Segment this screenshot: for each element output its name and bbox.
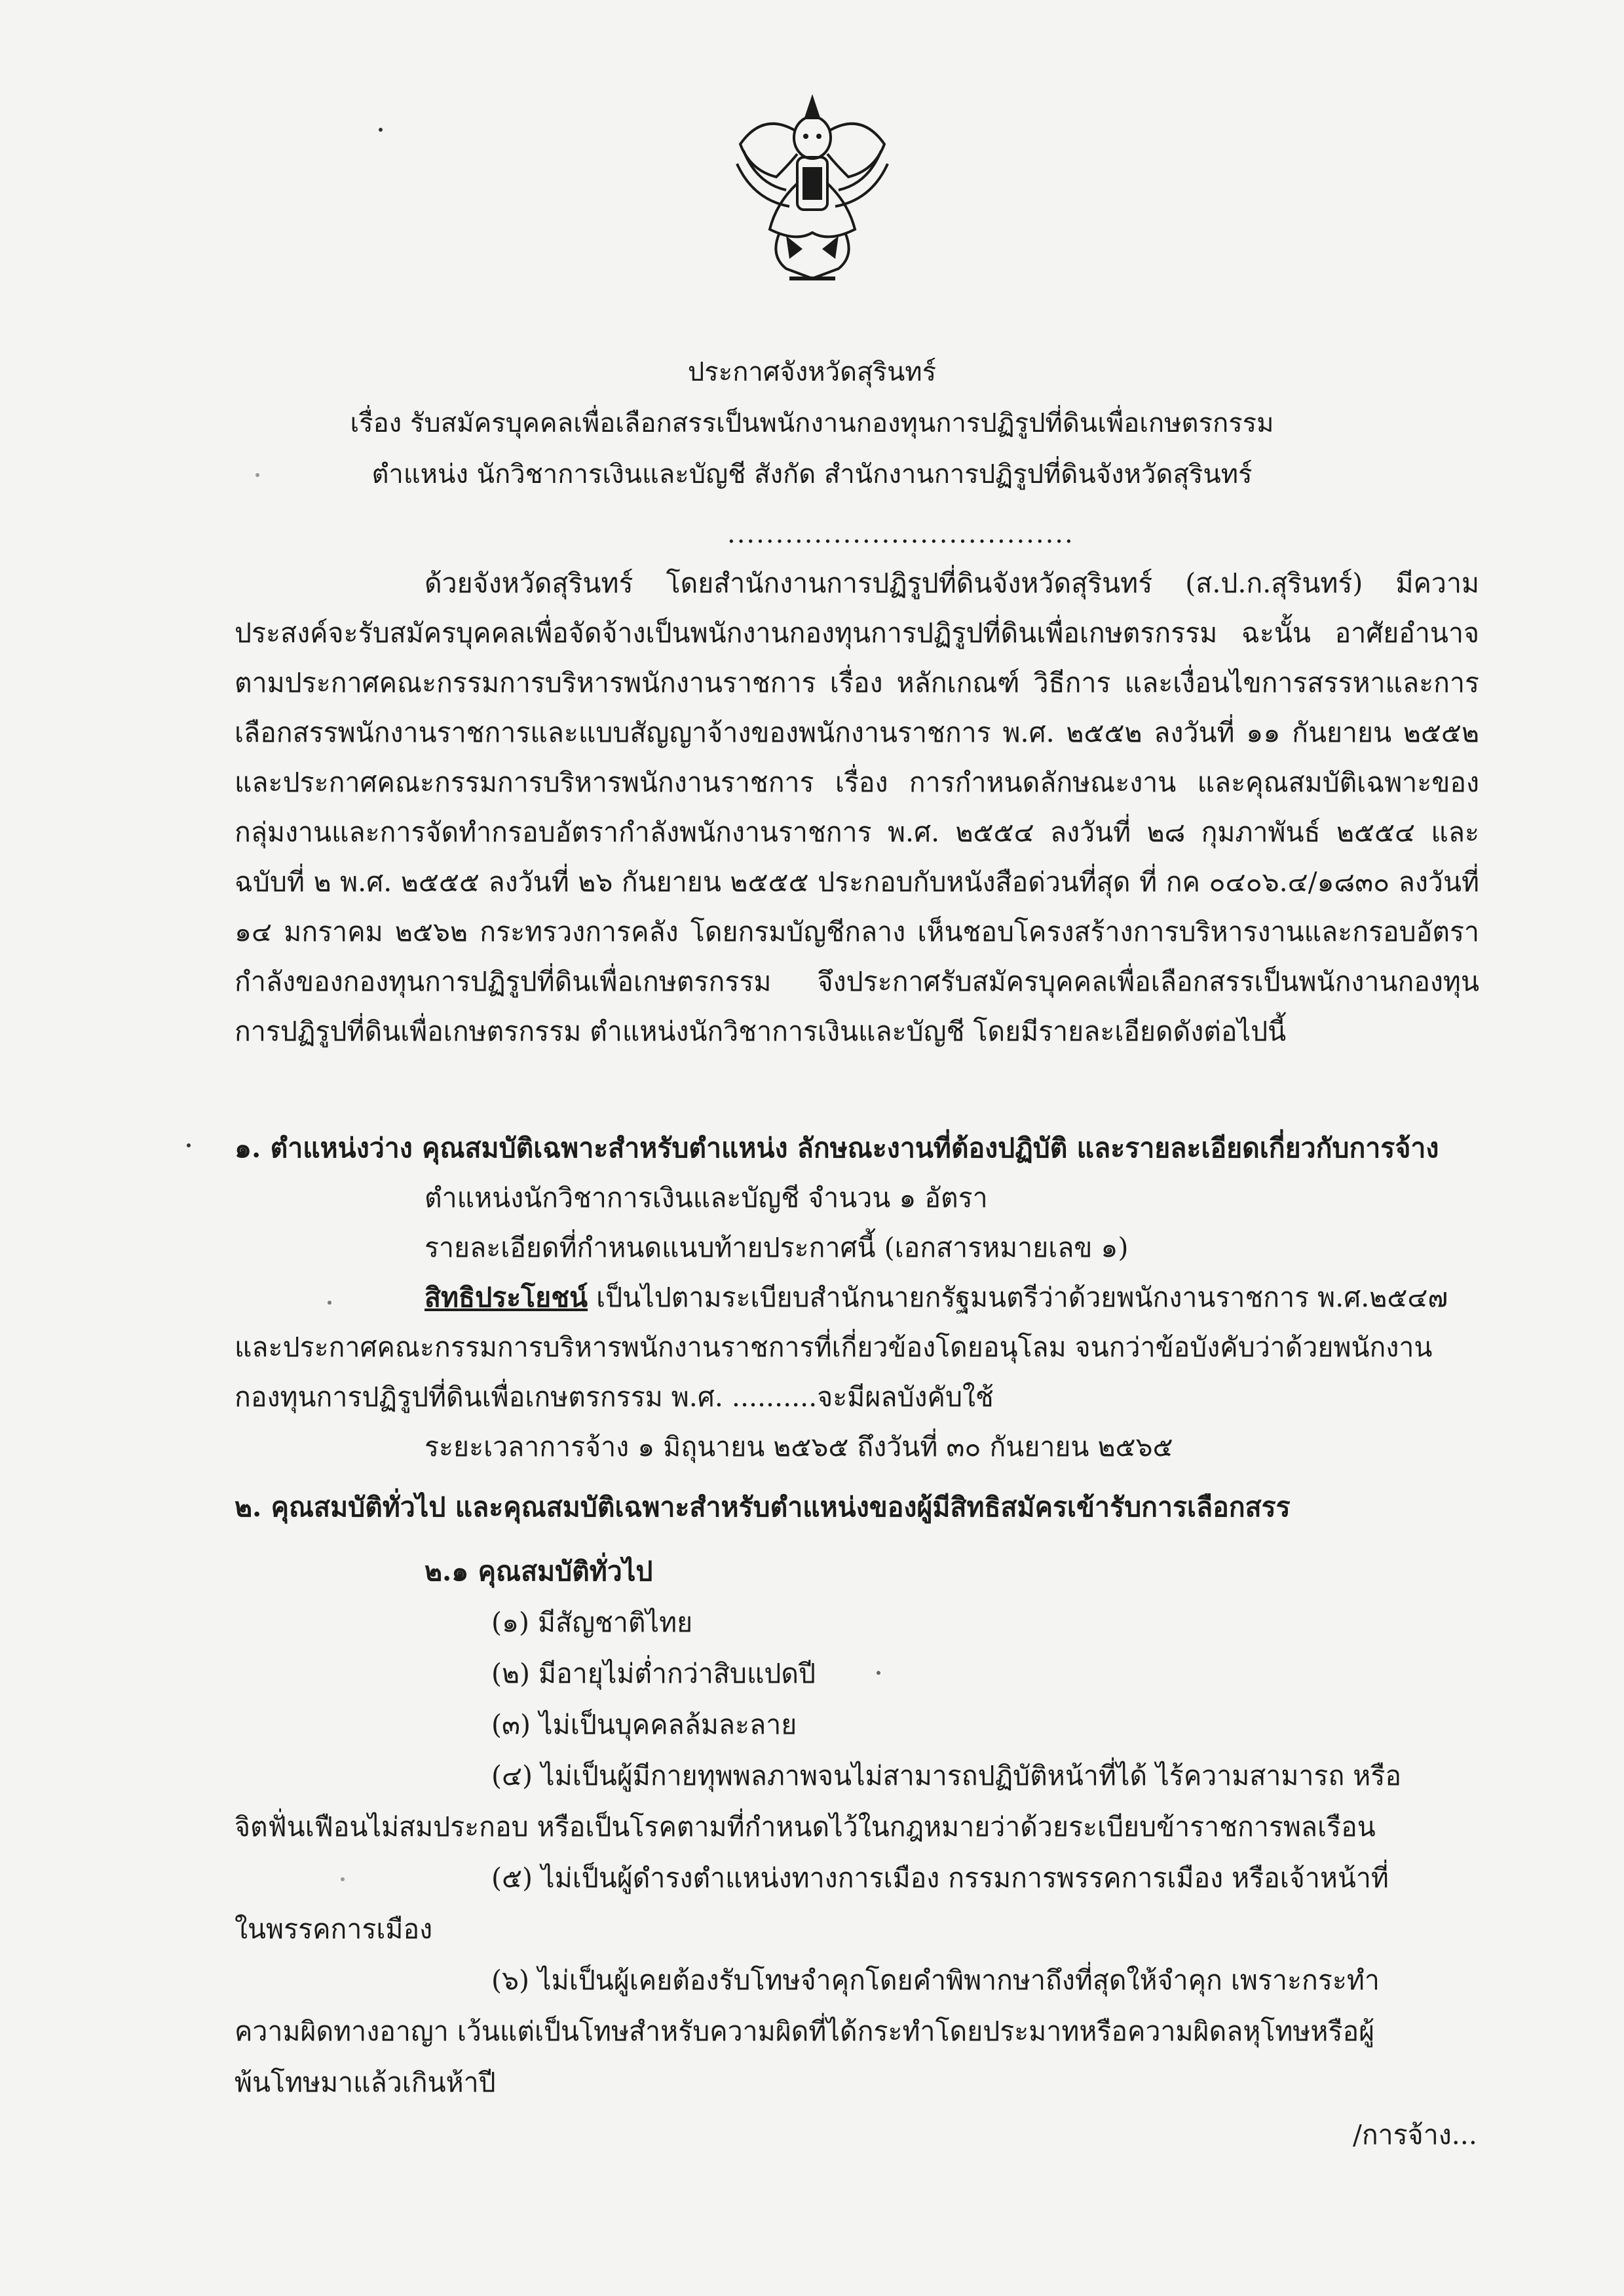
section2-heading: ๒. คุณสมบัติทั่วไป และคุณสมบัติเฉพาะสำหรับตำแหน่งของผู้มีสิทธิสมัครเข้ารับการเลือกสรร (235, 1491, 1291, 1523)
scan-speck (379, 128, 383, 132)
benefits-line (425, 1278, 1448, 1317)
intro-paragraph-text: ด้วยจังหวัดสุรินทร์ โดยสำนักงานการปฏิรูปที่ดินจังหวัดสุรินทร์ (ส.ป.ก.สุรินทร์) มีความประสงค์จะรับสมัครบุคคลเพื่อจัดจ้างเป็นพนักงานกองทุนการปฏิรูปที่ดินเพื่อเกษตรกรรม ฉะนั้น อาศัยอำนาจตามประกาศคณะกรรมการบริหารพนักงานราชการ เรื่อง หลักเกณฑ์ วิธีการ และเงื่อนไขการสรรหาและการเลือกสรรพนักงานราชการและแบบสัญญาจ้างของพนักงานราชการ พ.ศ. ๒๕๕๒ ลงวันที่ ๑๑ กันยายน ๒๕๕๒ และประกาศคณะกรรมการบริหารพนักงานราชการ เรื่อง การกำหนดลักษณะงาน และคุณสมบัติเฉพาะของกลุ่มงานและการจัดทำกรอบอัตรากำลังพนักงานราชการ พ.ศ. ๒๕๕๔ ลงวันที่ ๒๘ กุมภาพันธ์ ๒๕๕๔ และฉบับที่ ๒ พ.ศ. ๒๕๕๕ ลงวันที่ ๒๖ กันยายน ๒๕๕๕ ประกอบกับหนังสือด่วนที่สุด ที่ กค ๐๔๐๖.๔/๑๘๓๐ ลงวันที่ ๑๔ มกราคม ๒๕๖๒ กระทรวงการคลัง โดยกรมบัญชีกลาง เห็นชอบโครงสร้างการบริหารงานและกรอบอัตรากำลังของกองทุนการปฏิรูปที่ดินเพื่อเกษตรกรรม จึงประกาศรับสมัครบุคคลเพื่อเลือกสรรเป็นพนักงานกองทุนการปฏิรูปที่ดินเพื่อเกษตรกรรม ตำแหน่งนักวิชาการเงินและบัญชี โดยมีรายละเอียดดังต่อไปนี้ (235, 567, 1480, 1047)
qualification-item-6-cont2: พ้นโทษมาแล้วเกินห้าปี (235, 2067, 496, 2098)
page-title: ประกาศจังหวัดสุรินทร์ (687, 357, 937, 387)
position-line: ตำแหน่ง นักวิชาการเงินและบัญชี สังกัด สำนักงานการปฏิรูปที่ดินจังหวัดสุรินทร์ (371, 459, 1253, 489)
employment-period: ระยะเวลาการจ้าง ๑ มิถุนายน ๒๕๖๕ ถึงวันที่ ๓๐ กันยายน ๒๕๖๕ (425, 1431, 1173, 1463)
scan-speck (877, 1671, 880, 1675)
qualification-item-3: (๓) ไม่เป็นบุคคลล้มละลาย (491, 1709, 797, 1740)
qualification-item-5-cont: ในพรรคการเมือง (235, 1913, 433, 1945)
details-reference: รายละเอียดที่กำหนดแนบท้ายประกาศนี้ (เอกสารหมายเลข ๑) (425, 1232, 1129, 1263)
intro-paragraph (235, 558, 1479, 1056)
qualification-item-1: (๑) มีสัญชาติไทย (491, 1607, 693, 1638)
benefits-text: เป็นไปตามระเบียบสำนักนายกรัฐมนตรีว่าด้วยพนักงานราชการ พ.ศ.๒๕๔๗ (588, 1282, 1448, 1313)
qualification-item-6-cont: ความผิดทางอาญา เว้นแต่เป็นโทษสำหรับความผิดที่ได้กระทำโดยประมาทหรือความผิดลหุโทษหรือผู้ (235, 2016, 1375, 2047)
benefits-continuation: และประกาศคณะกรรมการบริหารพนักงานราชการที่เกี่ยวข้องโดยอนุโลม จนกว่าข้อบังคับว่าด้วยพนักงาน (235, 1331, 1433, 1363)
continuation-marker: /การจ้าง... (1353, 2119, 1477, 2151)
subject-line: เรื่อง รับสมัครบุคคลเพื่อเลือกสรรเป็นพนักงานกองทุนการปฏิรูปที่ดินเพื่อเกษตรกรรม (350, 408, 1274, 438)
garuda-emblem-icon (724, 92, 901, 292)
scan-speck (341, 1877, 345, 1881)
qualification-item-6: (๖) ไม่เป็นผู้เคยต้องรับโทษจำคุกโดยคำพิพากษาถึงที่สุดให้จำคุก เพราะกระทำ (491, 1964, 1380, 1996)
qualification-item-2: (๒) มีอายุไม่ต่ำกว่าสิบแปดปี (491, 1658, 816, 1689)
title-separator: .................................... (727, 519, 1074, 549)
scan-speck (255, 473, 259, 477)
scan-speck (187, 1143, 191, 1147)
position-count: ตำแหน่งนักวิชาการเงินและบัญชี จำนวน ๑ อัตรา (425, 1182, 988, 1214)
section1-heading: ๑. ตำแหน่งว่าง คุณสมบัติเฉพาะสำหรับตำแหน่ง ลักษณะงานที่ต้องปฏิบัติ และรายละเอียดเกี่ยวกับการจ้าง (235, 1132, 1439, 1164)
benefits-label: สิทธิประโยชน์ (425, 1282, 588, 1313)
scan-speck (328, 1301, 331, 1305)
qualification-item-4-cont: จิตฟั่นเฟือนไม่สมประกอบ หรือเป็นโรคตามที่กำหนดไว้ในกฎหมายว่าด้วยระเบียบข้าราชการพลเรือน (235, 1811, 1376, 1843)
qualification-item-4: (๔) ไม่เป็นผู้มีกายทุพพลภาพจนไม่สามารถปฏิบัติหน้าที่ได้ ไร้ความสามารถ หรือ (491, 1760, 1401, 1791)
section2-1-heading: ๒.๑ คุณสมบัติทั่วไป (425, 1556, 653, 1587)
benefits-fund-line: กองทุนการปฏิรูปที่ดินเพื่อเกษตรกรรม พ.ศ. ..........จะมีผลบังคับใช้ (235, 1381, 994, 1413)
qualification-item-5: (๕) ไม่เป็นผู้ดำรงตำแหน่งทางการเมือง กรรมการพรรคการเมือง หรือเจ้าหน้าที่ (491, 1862, 1389, 1894)
